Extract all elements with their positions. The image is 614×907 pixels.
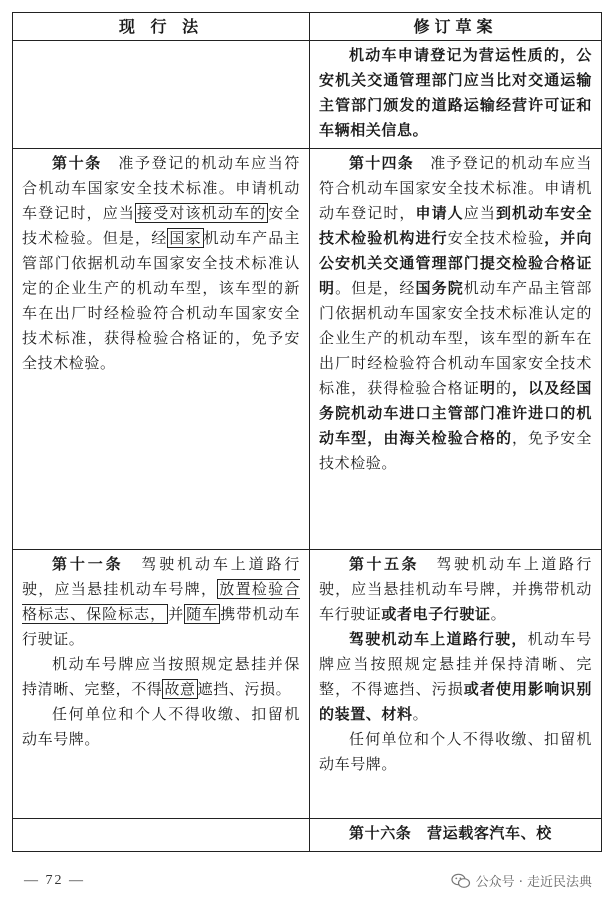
added-text: 或者电子行驶证 (381, 605, 491, 623)
article-14-paragraph (319, 151, 592, 476)
article-15-paragraph-2 (319, 627, 592, 727)
article-16-paragraph (319, 821, 592, 846)
added-text: 到机动车安全技术检验机构进行 (319, 204, 592, 247)
added-text: ，以及经国务院机动车进口主管部门准许进口的机动车型，由海关检验合格的 (319, 379, 592, 447)
article-11-paragraph-3: 任何单位和个人不得收缴、扣留机动车号牌。 (22, 705, 300, 748)
text-span: 准予登记的机动车应当符合机动车国家安全技术标准。申请机动车登记时， (319, 154, 592, 222)
text-span: 。但是，经 (335, 279, 416, 297)
text-span: 驾驶机动车上道路行驶，应当悬挂机动车号牌， (22, 555, 301, 598)
row-divider (13, 148, 601, 149)
text-span: 驾驶机动车上道路行驶，应当悬挂机动车号牌，并携带机动车行驶证 (319, 555, 592, 623)
article-15-number: 第十五条 (349, 555, 419, 573)
wechat-watermark (451, 871, 592, 890)
row-divider (13, 549, 601, 550)
row-divider (13, 40, 601, 41)
text-span: 机动车号牌应当按照规定悬挂并保持清晰、完整，不得 (22, 655, 300, 698)
text-span: 机动车号牌应当按照规定悬挂并保持清晰、完整，不得遮挡、污损 (319, 630, 592, 698)
text-span: 安全技术检验。但是，经 (22, 204, 300, 247)
text-span: 准予登记的机动车应当符合机动车国家安全技术标准。申请机动车登记时，应当 (22, 154, 300, 222)
article-11-paragraph-2 (22, 652, 300, 702)
article-15-paragraph-3: 任何单位和个人不得收缴、扣留机动车号牌。 (319, 730, 592, 773)
article-14-draft (310, 151, 601, 476)
header-current-law: 现 行 法 (118, 17, 204, 36)
article-11-number: 第十一条 (52, 555, 124, 573)
article-16-number: 第十六条 (349, 824, 412, 842)
row1-draft-paragraph: 机动车申请登记为营运性质的，公安机关交通管理部门应当比对交通运输主管部门颁发的道路运输经营许可证和车辆相关信息。 (319, 46, 592, 139)
header-draft: 修订草案 (413, 17, 498, 36)
article-15-draft (310, 552, 601, 777)
article-11-current (13, 552, 309, 752)
article-14-number: 第十四条 (349, 154, 414, 172)
text-span: 安全技术检验 (447, 229, 545, 247)
added-text: 驾驶机动车上道路行驶， (349, 630, 528, 648)
deleted-text-box: 国家 (169, 229, 202, 247)
article-11-paragraph-1 (22, 552, 300, 652)
added-text: 明 (479, 379, 496, 397)
text-span: 的 (495, 379, 513, 397)
row-divider (13, 818, 601, 819)
deleted-text-box: 随车 (186, 605, 219, 623)
text-span: 。 (412, 705, 429, 723)
deleted-text-box: 接受对该机动车的 (137, 204, 267, 222)
wechat-icon (451, 873, 471, 889)
added-text: 或者使用影响识别的装置、材料 (319, 680, 592, 723)
watermark-text: 公众号 · 走近民法典 (475, 875, 592, 890)
article-10-number: 第十条 (52, 154, 102, 172)
deleted-text-box: 故意 (164, 680, 196, 698)
comparison-table (12, 12, 602, 852)
text-span: 。 (490, 605, 507, 623)
text-span: 并 (168, 605, 185, 623)
page-number: — 72 — (24, 873, 85, 888)
text-span: 机动车产品主管部门依据机动车国家安全技术标准认定的企业生产的机动车型，该车型的新车在出厂时经检验符合机动车国家安全技术标准，获得检验合格证 (319, 279, 592, 397)
article-15-paragraph-1 (319, 552, 592, 627)
text-span: ，免予安全技术检验。 (319, 429, 592, 472)
text-span: 携带机动车行驶证。 (22, 605, 300, 648)
text-span: 应当 (463, 204, 496, 222)
text-span: 机动车产品主管部门依据机动车国家安全技术标准认定的企业生产的机动车型，该车型的新车在出厂时经检验符合机动车国家安全技术标准，获得检验合格证的，免予安全技术检验。 (22, 229, 301, 372)
article-10-current (13, 151, 309, 376)
article-16-draft (310, 821, 601, 846)
text-span: 遮挡、污损。 (197, 680, 292, 698)
added-text: ，并向公安机关交通管理部门提交检验合格证明 (319, 229, 592, 297)
added-text: 申请人 (415, 204, 464, 222)
row1-draft-text (310, 43, 601, 143)
added-text: 营运载客汽车、校 (427, 824, 552, 842)
added-text: 国务院 (415, 279, 464, 297)
article-10-paragraph (22, 151, 300, 376)
deleted-text-box: 放置检验合格标志、保险标志， (22, 580, 300, 623)
